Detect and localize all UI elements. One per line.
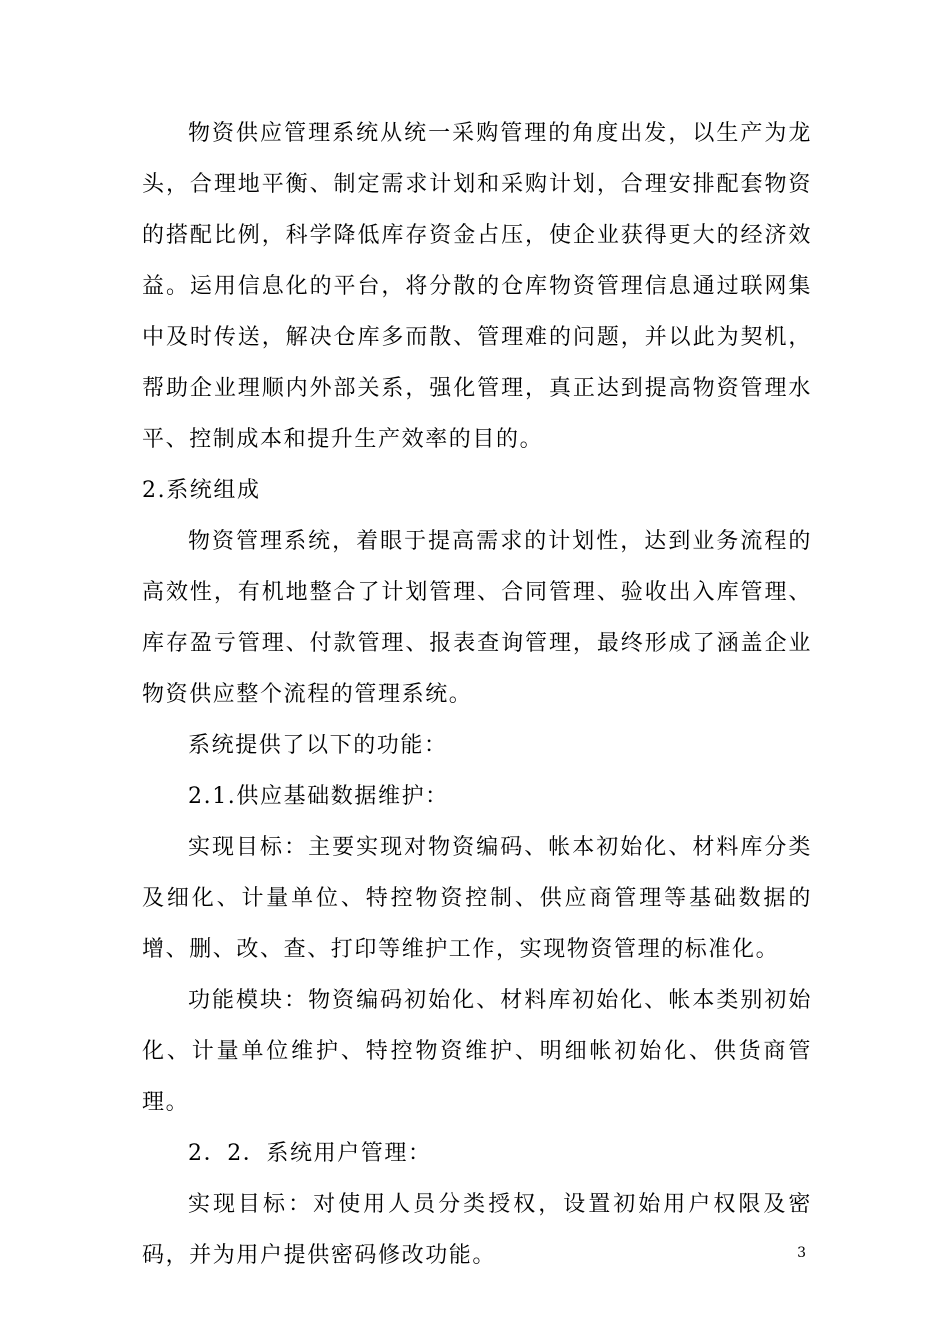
paragraph-overview: 物资供应管理系统从统一采购管理的角度出发，以生产为龙头，合理地平衡、制定需求计划和采购计划，合理安排配套物资的搭配比例，科学降低库存资金占压，使企业获得更大的经济效益。运用信息化的平台，将分散的仓库物资管理信息通过联网集中及时传送，解决仓库多而散、管理难的问题，并以此为契机，帮助企业理顺内外部关系，强化管理，真正达到提高物资管理水平、控制成本和提升生产效率的目的。 (142, 121, 812, 452)
page-number: 3 (797, 1245, 806, 1261)
paragraph-user-management-goal: 实现目标：对使用人员分类授权，设置初始用户权限及密码，并为用户提供密码修改功能。 (142, 1192, 812, 1268)
section-heading-system-composition: 2.系统组成 (142, 478, 261, 503)
paragraph-basic-data-goal: 实现目标：主要实现对物资编码、帐本初始化、材料库分类及细化、计量单位、特控物资控制、供应商管理等基础数据的增、删、改、查、打印等维护工作，实现物资管理的标准化。 (142, 835, 812, 962)
paragraph-functions-intro: 系统提供了以下的功能： (188, 733, 448, 758)
paragraph-basic-data-modules: 功能模块：物资编码初始化、材料库初始化、帐本类别初始化、计量单位维护、特控物资维护、明细帐初始化、供货商管理。 (142, 988, 812, 1115)
document-body (142, 108, 812, 1281)
subsection-heading-user-management: 2．2．系统用户管理： (188, 1141, 432, 1166)
subsection-heading-basic-data: 2.1.供应基础数据维护： (188, 784, 449, 809)
paragraph-system-composition: 物资管理系统，着眼于提高需求的计划性，达到业务流程的高效性，有机地整合了计划管理、合同管理、验收出入库管理、库存盈亏管理、付款管理、报表查询管理，最终形成了涵盖企业物资供应整个流程的管理系统。 (142, 529, 812, 707)
